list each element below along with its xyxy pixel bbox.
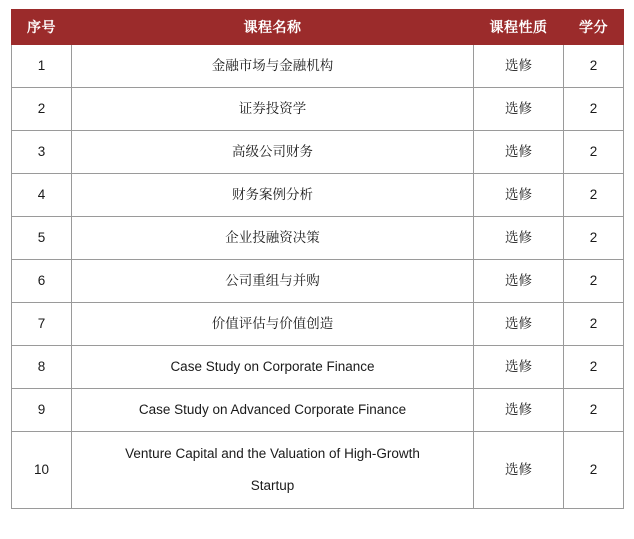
table-body [12, 45, 624, 509]
cell-course-type: 选修 [474, 174, 564, 217]
cell-seq: 3 [12, 131, 72, 174]
cell-course-name-line1: Venture Capital and the Valuation of High-Growth [125, 445, 420, 461]
table-row [12, 303, 624, 346]
table-row [12, 131, 624, 174]
cell-credit: 2 [564, 346, 624, 389]
column-header-course-type: 课程性质 [474, 10, 564, 45]
cell-credit: 2 [564, 174, 624, 217]
cell-credit: 2 [564, 88, 624, 131]
course-table [11, 9, 624, 509]
cell-course-type: 选修 [474, 389, 564, 432]
cell-course-name: 高级公司财务 [72, 131, 474, 174]
cell-course-name: 金融市场与金融机构 [72, 45, 474, 88]
cell-credit: 2 [564, 45, 624, 88]
cell-credit: 2 [564, 389, 624, 432]
cell-course-type: 选修 [474, 346, 564, 389]
table-row [12, 432, 624, 509]
cell-course-name: 公司重组与并购 [72, 260, 474, 303]
cell-course-name: 价值评估与价值创造 [72, 303, 474, 346]
cell-credit: 2 [564, 432, 624, 509]
cell-course-type: 选修 [474, 303, 564, 346]
table-row [12, 217, 624, 260]
cell-course-type: 选修 [474, 45, 564, 88]
table-row [12, 88, 624, 131]
table-row [12, 389, 624, 432]
cell-seq: 7 [12, 303, 72, 346]
column-header-credit: 学分 [564, 10, 624, 45]
cell-course-type: 选修 [474, 260, 564, 303]
cell-seq: 5 [12, 217, 72, 260]
table-row [12, 174, 624, 217]
cell-credit: 2 [564, 303, 624, 346]
table-row [12, 45, 624, 88]
cell-credit: 2 [564, 260, 624, 303]
cell-course-name-line2: Startup [250, 478, 295, 493]
cell-course-type: 选修 [474, 88, 564, 131]
table-header [12, 10, 624, 45]
table-row [12, 260, 624, 303]
cell-seq: 9 [12, 389, 72, 432]
cell-seq: 10 [12, 432, 72, 509]
cell-course-type: 选修 [474, 217, 564, 260]
cell-course-name: Case Study on Corporate Finance [72, 346, 474, 389]
column-header-seq: 序号 [12, 10, 72, 45]
table-header-row [12, 10, 624, 45]
cell-seq: 1 [12, 45, 72, 88]
cell-course-name [72, 432, 474, 509]
table-row [12, 346, 624, 389]
cell-course-name: 企业投融资决策 [72, 217, 474, 260]
cell-seq: 2 [12, 88, 72, 131]
cell-seq: 4 [12, 174, 72, 217]
column-header-course-name: 课程名称 [72, 10, 474, 45]
cell-course-type: 选修 [474, 131, 564, 174]
cell-course-type: 选修 [474, 432, 564, 509]
cell-seq: 8 [12, 346, 72, 389]
cell-course-name: 财务案例分析 [72, 174, 474, 217]
cell-course-name: 证券投资学 [72, 88, 474, 131]
cell-seq: 6 [12, 260, 72, 303]
cell-credit: 2 [564, 131, 624, 174]
cell-credit: 2 [564, 217, 624, 260]
cell-course-name: Case Study on Advanced Corporate Finance [72, 389, 474, 432]
